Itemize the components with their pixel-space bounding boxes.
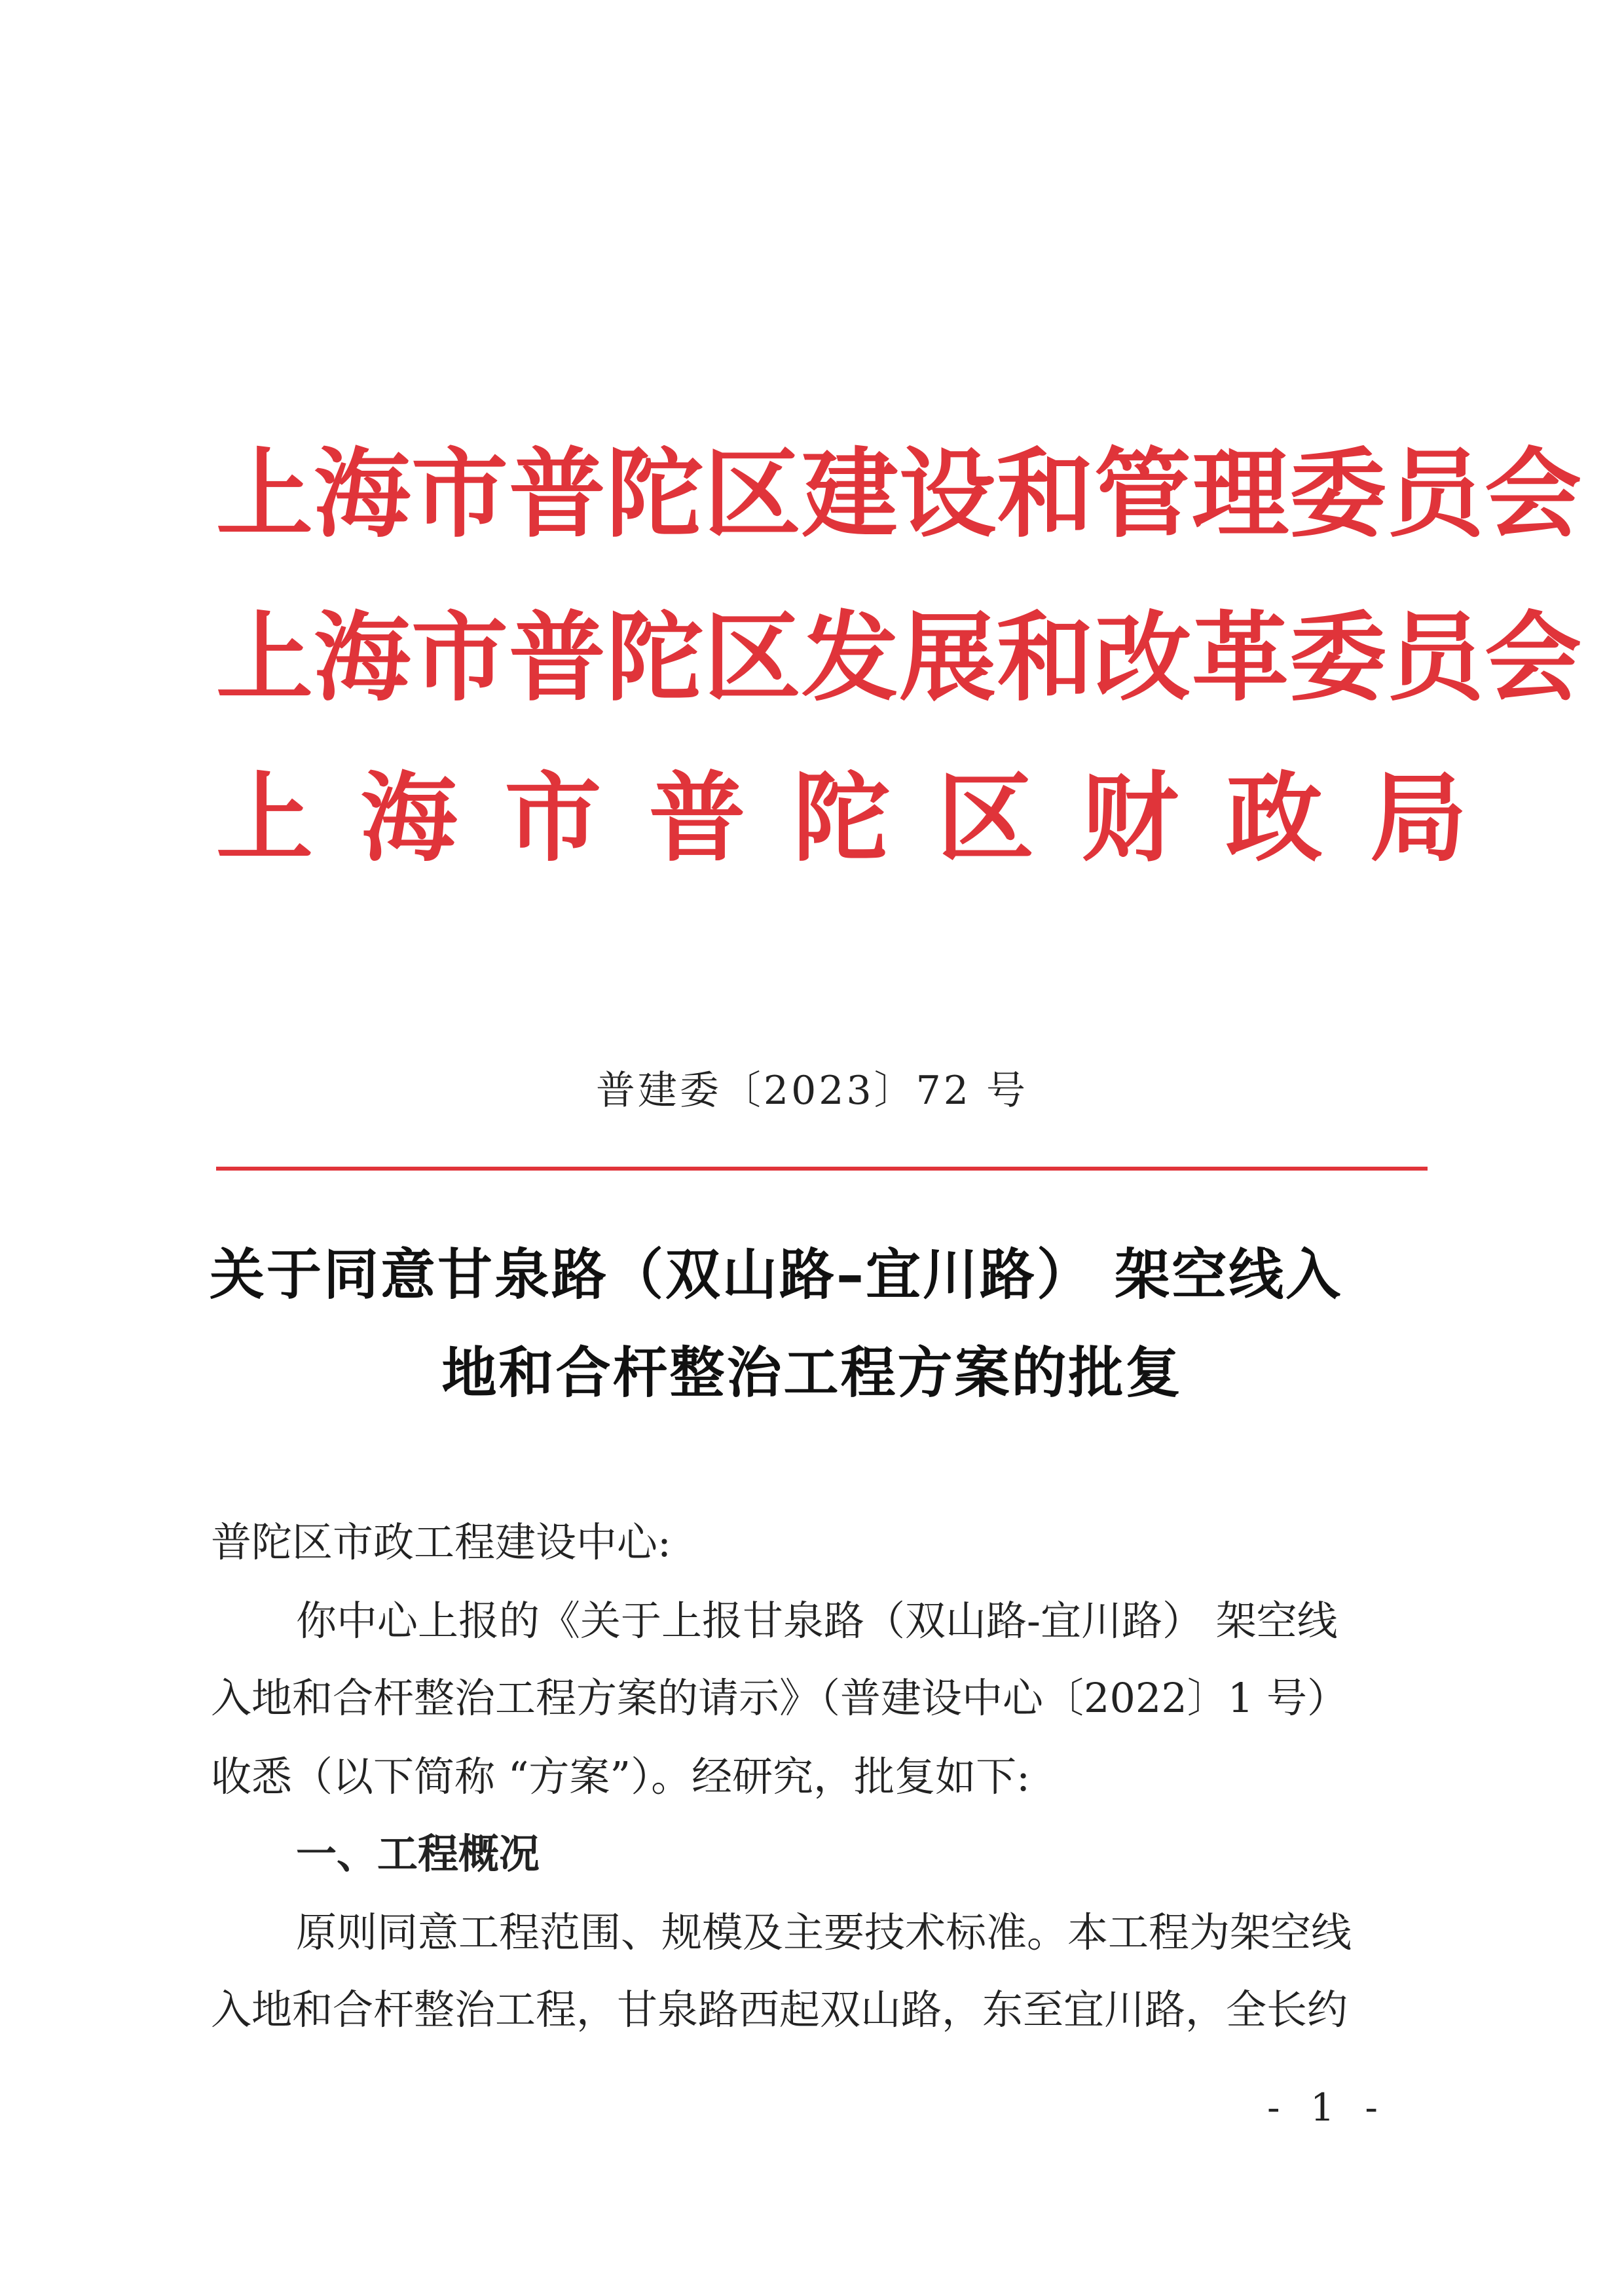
document-title-line-2: 地和合杆整治工程方案的批复 [441,1341,1183,1405]
issuer-char: 区 [937,761,1035,875]
issuer-line-development-reform-committee: 上海市普陀区发展和改革委员会 [216,600,1582,714]
issuer-char: 普 [648,761,746,875]
page-number: - 1 - [1267,2085,1387,2130]
document-number: 普建委〔2023〕72 号 [595,1068,1029,1114]
paragraph-1-line-2: 入地和合杆整治工程方案的请示》（普建设中心〔2022〕1 号） [211,1674,1348,1722]
addressee: 普陀区市政工程建设中心: [211,1518,671,1566]
paragraph-1-line-1: 你中心上报的《关于上报甘泉路（双山路-宜川路） 架空线 [296,1597,1338,1645]
issuer-char: 市 [504,761,602,875]
red-separator-rule [216,1167,1428,1171]
issuer-char: 局 [1370,761,1467,875]
issuer-char: 陀 [793,761,890,875]
issuer-char: 海 [360,761,458,875]
document-title-line-1: 关于同意甘泉路（双山路–宜川路） 架空线入 [210,1243,1343,1307]
issuer-char: 财 [1081,761,1179,875]
paragraph-2-line-2: 入地和合杆整治工程，甘泉路西起双山路，东至宜川路，全长约 [211,1986,1348,2033]
issuer-line-construction-committee: 上海市普陀区建设和管理委员会 [216,437,1582,551]
issuer-char: 上 [216,761,313,875]
paragraph-2-line-1: 原则同意工程范围、规模及主要技术标准。本工程为架空线 [296,1908,1352,1956]
issuer-line-finance-bureau [216,761,1467,875]
paragraph-1-line-3: 收悉（以下简称 “方案”）。经研究，批复如下: [211,1753,1030,1800]
section-1-heading: 一、工程概况 [296,1830,540,1878]
issuer-char: 政 [1225,761,1323,875]
